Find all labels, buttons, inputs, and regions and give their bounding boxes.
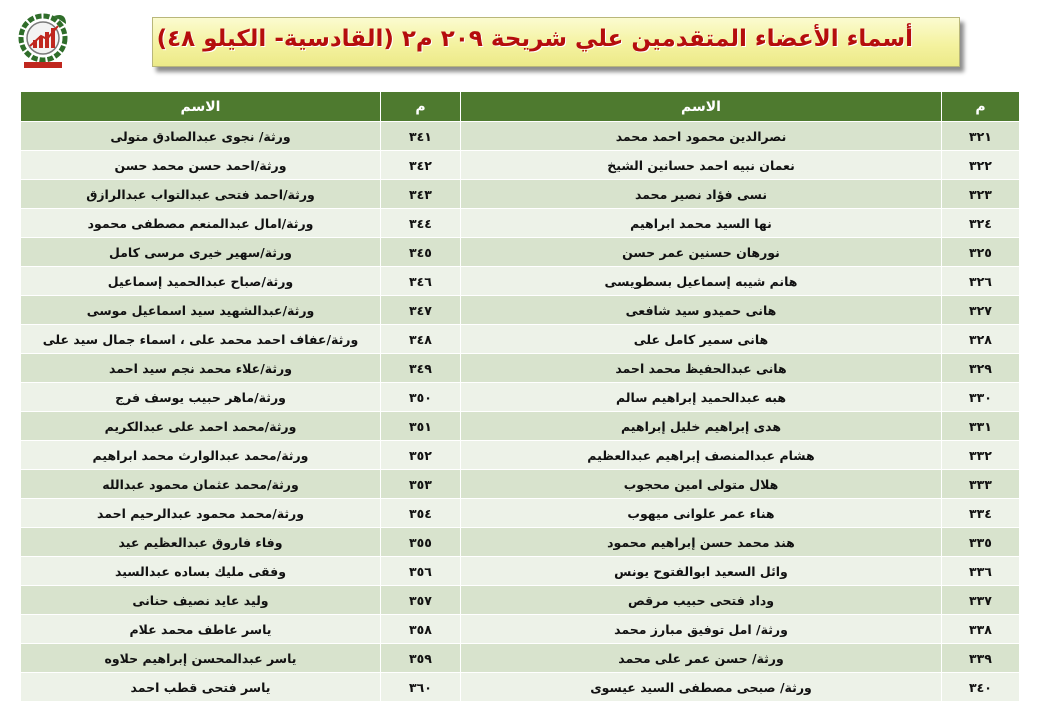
table-row bbox=[21, 412, 1020, 441]
member-name-left: ورثة/ماهر حبيب يوسف فرج bbox=[21, 383, 381, 412]
table-row bbox=[21, 441, 1020, 470]
table-row bbox=[21, 151, 1020, 180]
member-name-right: نورهان حسنين عمر حسن bbox=[461, 238, 942, 267]
row-number-right: ٣٣٢ bbox=[942, 441, 1020, 470]
member-name-left: ورثة/ نجوى عبدالصادق متولى bbox=[21, 122, 381, 151]
row-number-right: ٣٢٨ bbox=[942, 325, 1020, 354]
member-name-right: هانى عبدالحفيظ محمد احمد bbox=[461, 354, 942, 383]
member-name-right: ورثة/ صبحى مصطفى السيد عيسوى bbox=[461, 673, 942, 702]
row-number-right: ٣٢٩ bbox=[942, 354, 1020, 383]
table-row bbox=[21, 673, 1020, 702]
member-name-left: ورثة/امال عبدالمنعم مصطفى محمود bbox=[21, 209, 381, 238]
table-header-row bbox=[21, 92, 1020, 122]
row-number-left: ٣٥٣ bbox=[381, 470, 461, 499]
union-logo-icon bbox=[14, 8, 72, 72]
member-name-right: وداد فتحى حبيب مرقص bbox=[461, 586, 942, 615]
member-name-left: ورثة/عبدالشهيد سيد اسماعيل موسى bbox=[21, 296, 381, 325]
page-title: أسماء الأعضاء المتقدمين علي شريحة ٢٠٩ م٢ (القادسية- الكيلو ٤٨) bbox=[156, 26, 913, 52]
member-name-left: ورثة/عفاف احمد محمد على ، اسماء جمال سيد على bbox=[21, 325, 381, 354]
row-number-left: ٣٥٨ bbox=[381, 615, 461, 644]
member-name-right: نها السيد محمد ابراهيم bbox=[461, 209, 942, 238]
row-number-left: ٣٥٥ bbox=[381, 528, 461, 557]
row-number-right: ٣٢٣ bbox=[942, 180, 1020, 209]
row-number-left: ٣٥٠ bbox=[381, 383, 461, 412]
table-row bbox=[21, 180, 1020, 209]
member-name-left: ورثة/محمد احمد على عبدالكريم bbox=[21, 412, 381, 441]
member-name-right: ورثة/ حسن عمر على محمد bbox=[461, 644, 942, 673]
member-name-left: وفقى مليك بساده عبدالسيد bbox=[21, 557, 381, 586]
row-number-left: ٣٤٦ bbox=[381, 267, 461, 296]
member-name-left: ورثة/صباح عبدالحميد إسماعيل bbox=[21, 267, 381, 296]
member-name-right: هانى حميدو سيد شافعى bbox=[461, 296, 942, 325]
table-row bbox=[21, 383, 1020, 412]
row-number-left: ٣٤٨ bbox=[381, 325, 461, 354]
row-number-right: ٣٣٦ bbox=[942, 557, 1020, 586]
row-number-right: ٣٣٥ bbox=[942, 528, 1020, 557]
member-name-left: ياسر عاطف محمد علام bbox=[21, 615, 381, 644]
row-number-left: ٣٥٢ bbox=[381, 441, 461, 470]
member-name-right: هبه عبدالحميد إبراهيم سالم bbox=[461, 383, 942, 412]
table-row bbox=[21, 499, 1020, 528]
member-name-left: ورثة/محمد عثمان محمود عبدالله bbox=[21, 470, 381, 499]
row-number-left: ٣٤٤ bbox=[381, 209, 461, 238]
row-number-right: ٣٣٨ bbox=[942, 615, 1020, 644]
row-number-left: ٣٤٥ bbox=[381, 238, 461, 267]
member-name-right: نصرالدين محمود احمد محمد bbox=[461, 122, 942, 151]
member-name-right: هناء عمر علوانى ميهوب bbox=[461, 499, 942, 528]
member-name-right: وائل السعيد ابوالفتوح يونس bbox=[461, 557, 942, 586]
member-name-left: ورثة/علاء محمد نجم سيد احمد bbox=[21, 354, 381, 383]
members-table bbox=[20, 91, 1020, 702]
table-row bbox=[21, 644, 1020, 673]
header-number-left: م bbox=[381, 92, 461, 122]
member-name-right: نعمان نبيه احمد حسانين الشيخ bbox=[461, 151, 942, 180]
row-number-right: ٣٣٩ bbox=[942, 644, 1020, 673]
table-row bbox=[21, 354, 1020, 383]
row-number-right: ٣٢٢ bbox=[942, 151, 1020, 180]
row-number-right: ٣٣٠ bbox=[942, 383, 1020, 412]
member-name-left: ورثة/محمد محمود عبدالرحيم احمد bbox=[21, 499, 381, 528]
table-row bbox=[21, 557, 1020, 586]
member-name-left: ورثة/احمد حسن محمد حسن bbox=[21, 151, 381, 180]
table-row bbox=[21, 209, 1020, 238]
member-name-right: هانى سمير كامل على bbox=[461, 325, 942, 354]
member-name-left: ورثة/سهير خيرى مرسى كامل bbox=[21, 238, 381, 267]
table-body bbox=[21, 122, 1020, 702]
table-row bbox=[21, 267, 1020, 296]
member-name-left: ورثة/احمد فتحى عبدالتواب عبدالرازق bbox=[21, 180, 381, 209]
table-row bbox=[21, 615, 1020, 644]
table-row bbox=[21, 325, 1020, 354]
row-number-left: ٣٦٠ bbox=[381, 673, 461, 702]
row-number-left: ٣٥٦ bbox=[381, 557, 461, 586]
table-row bbox=[21, 528, 1020, 557]
table-row bbox=[21, 238, 1020, 267]
row-number-right: ٣٢١ bbox=[942, 122, 1020, 151]
table-row bbox=[21, 586, 1020, 615]
member-name-left: ياسر فتحى قطب احمد bbox=[21, 673, 381, 702]
row-number-right: ٣٤٠ bbox=[942, 673, 1020, 702]
member-name-right: ورثة/ امل توفيق مبارز محمد bbox=[461, 615, 942, 644]
row-number-left: ٣٤٣ bbox=[381, 180, 461, 209]
row-number-right: ٣٣١ bbox=[942, 412, 1020, 441]
row-number-left: ٣٥١ bbox=[381, 412, 461, 441]
row-number-left: ٣٤٩ bbox=[381, 354, 461, 383]
row-number-left: ٣٤٧ bbox=[381, 296, 461, 325]
row-number-right: ٣٢٦ bbox=[942, 267, 1020, 296]
member-name-right: هدى إبراهيم خليل إبراهيم bbox=[461, 412, 942, 441]
row-number-left: ٣٥٧ bbox=[381, 586, 461, 615]
row-number-right: ٣٣٤ bbox=[942, 499, 1020, 528]
member-name-right: هشام عبدالمنصف إبراهيم عبدالعظيم bbox=[461, 441, 942, 470]
member-name-left: وفاء فاروق عبدالعظيم عيد bbox=[21, 528, 381, 557]
table-row bbox=[21, 470, 1020, 499]
member-name-left: وليد عايد نصيف حنانى bbox=[21, 586, 381, 615]
header-number-right: م bbox=[942, 92, 1020, 122]
row-number-right: ٣٣٧ bbox=[942, 586, 1020, 615]
table-row bbox=[21, 122, 1020, 151]
row-number-left: ٣٥٤ bbox=[381, 499, 461, 528]
member-name-right: هند محمد حسن إبراهيم محمود bbox=[461, 528, 942, 557]
member-name-right: هلال متولى امين محجوب bbox=[461, 470, 942, 499]
row-number-right: ٣٢٤ bbox=[942, 209, 1020, 238]
row-number-right: ٣٣٣ bbox=[942, 470, 1020, 499]
row-number-left: ٣٤٢ bbox=[381, 151, 461, 180]
table-row bbox=[21, 296, 1020, 325]
header-name-left: الاسم bbox=[21, 92, 381, 122]
header-name-right: الاسم bbox=[461, 92, 942, 122]
member-name-right: هانم شيبه إسماعيل بسطويسى bbox=[461, 267, 942, 296]
row-number-left: ٣٤١ bbox=[381, 122, 461, 151]
title-banner bbox=[152, 17, 960, 67]
member-name-left: ورثة/محمد عبدالوارث محمد ابراهيم bbox=[21, 441, 381, 470]
row-number-left: ٣٥٩ bbox=[381, 644, 461, 673]
row-number-right: ٣٢٧ bbox=[942, 296, 1020, 325]
member-name-left: ياسر عبدالمحسن إبراهيم حلاوه bbox=[21, 644, 381, 673]
member-name-right: نسى فؤاد نصير محمد bbox=[461, 180, 942, 209]
row-number-right: ٣٢٥ bbox=[942, 238, 1020, 267]
